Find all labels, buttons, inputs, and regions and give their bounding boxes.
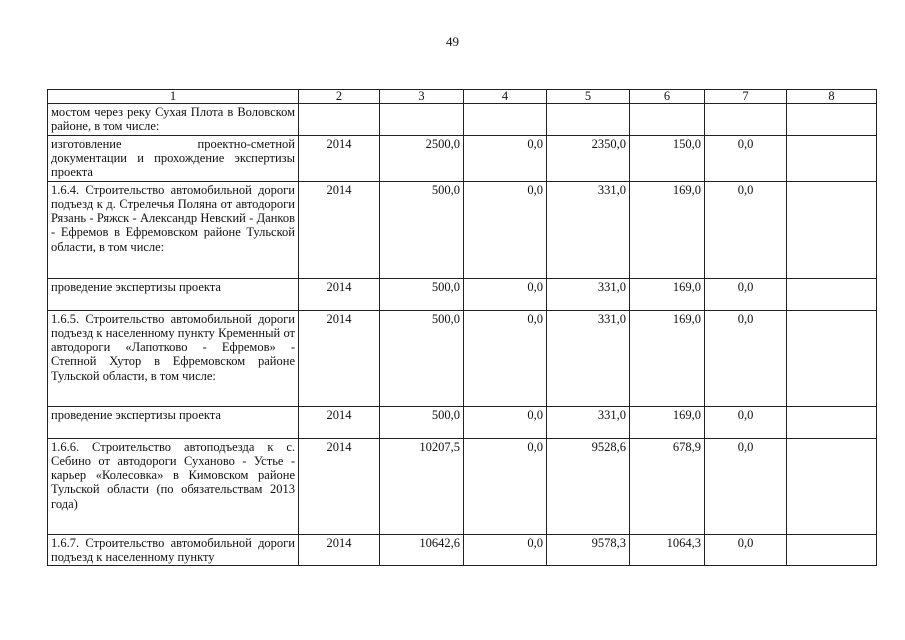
cell-year: 2014 <box>299 135 380 181</box>
table-header-row <box>48 90 877 104</box>
cell-year: 2014 <box>299 278 380 310</box>
cell-value: 9578,3 <box>547 534 630 566</box>
table-row <box>48 406 877 438</box>
cell-value <box>464 104 547 136</box>
cell-value: 2350,0 <box>547 135 630 181</box>
column-header: 3 <box>380 90 464 104</box>
column-header: 4 <box>464 90 547 104</box>
cell-value: 678,9 <box>630 438 705 534</box>
data-table <box>47 89 877 566</box>
column-header: 7 <box>705 90 787 104</box>
table-row <box>48 310 877 406</box>
cell-value: 500,0 <box>380 310 464 406</box>
cell-value: 169,0 <box>630 278 705 310</box>
cell-year: 2014 <box>299 310 380 406</box>
cell-year: 2014 <box>299 406 380 438</box>
cell-value: 331,0 <box>547 310 630 406</box>
cell-value <box>787 406 877 438</box>
cell-value: 0,0 <box>705 406 787 438</box>
table-row <box>48 438 877 534</box>
cell-value: 0,0 <box>705 438 787 534</box>
cell-value: 0,0 <box>464 534 547 566</box>
cell-value: 0,0 <box>464 310 547 406</box>
cell-value: 1064,3 <box>630 534 705 566</box>
row-description: 1.6.7. Строительство автомобильной дороги подъезд к населенному пункту <box>48 534 299 566</box>
cell-value: 331,0 <box>547 406 630 438</box>
cell-year: 2014 <box>299 438 380 534</box>
cell-value <box>787 278 877 310</box>
row-description: 1.6.5. Строительство автомобильной дороги подъезд к населенному пункту Кременный от автодороги «Лапотково - Ефремов» - Степной Хутор в Ефремовском районе Тульской области, в том числе: <box>48 310 299 406</box>
cell-value <box>787 310 877 406</box>
cell-value: 0,0 <box>464 438 547 534</box>
cell-value <box>787 438 877 534</box>
column-header: 6 <box>630 90 705 104</box>
cell-value: 0,0 <box>705 278 787 310</box>
cell-value: 0,0 <box>705 135 787 181</box>
table-row <box>48 278 877 310</box>
table-row <box>48 104 877 136</box>
row-description: 1.6.4. Строительство автомобильной дороги подъезд к д. Стрелечья Поляна от автодороги Рязань - Ряжск - Александр Невский - Данков - Ефремов в Ефремовском районе Тульской области, в том числе: <box>48 181 299 278</box>
cell-value: 331,0 <box>547 181 630 278</box>
cell-value: 500,0 <box>380 181 464 278</box>
row-description: проведение экспертизы проекта <box>48 278 299 310</box>
cell-value: 9528,6 <box>547 438 630 534</box>
table-row <box>48 135 877 181</box>
cell-value <box>787 181 877 278</box>
table-row <box>48 534 877 566</box>
cell-value: 0,0 <box>464 406 547 438</box>
cell-value <box>787 104 877 136</box>
row-description: проведение экспертизы проекта <box>48 406 299 438</box>
cell-value <box>547 104 630 136</box>
cell-value: 0,0 <box>705 181 787 278</box>
cell-year: 2014 <box>299 534 380 566</box>
cell-value: 0,0 <box>464 181 547 278</box>
cell-value <box>380 104 464 136</box>
cell-value: 500,0 <box>380 406 464 438</box>
cell-value: 0,0 <box>464 135 547 181</box>
row-description: мостом через реку Сухая Плота в Воловском районе, в том числе: <box>48 104 299 136</box>
cell-value: 150,0 <box>630 135 705 181</box>
cell-value <box>705 104 787 136</box>
column-header: 8 <box>787 90 877 104</box>
cell-value <box>630 104 705 136</box>
column-header: 2 <box>299 90 380 104</box>
cell-value: 0,0 <box>464 278 547 310</box>
cell-value <box>787 135 877 181</box>
table-row <box>48 181 877 278</box>
cell-value: 10642,6 <box>380 534 464 566</box>
column-header: 1 <box>48 90 299 104</box>
cell-value: 331,0 <box>547 278 630 310</box>
cell-value: 2500,0 <box>380 135 464 181</box>
row-description: изготовление проектно-сметной документации и прохождение экспертизы проекта <box>48 135 299 181</box>
cell-value <box>787 534 877 566</box>
cell-value: 169,0 <box>630 310 705 406</box>
cell-value: 10207,5 <box>380 438 464 534</box>
cell-value: 169,0 <box>630 181 705 278</box>
cell-value: 500,0 <box>380 278 464 310</box>
cell-value: 0,0 <box>705 310 787 406</box>
cell-value: 169,0 <box>630 406 705 438</box>
row-description: 1.6.6. Строительство автоподъезда к с. Себино от автодороги Суханово - Устье - карьер «Колесовка» в Кимовском районе Тульской области (по обязательствам 2013 года) <box>48 438 299 534</box>
cell-value: 0,0 <box>705 534 787 566</box>
page-number: 49 <box>446 34 459 49</box>
cell-year: 2014 <box>299 181 380 278</box>
cell-year <box>299 104 380 136</box>
column-header: 5 <box>547 90 630 104</box>
